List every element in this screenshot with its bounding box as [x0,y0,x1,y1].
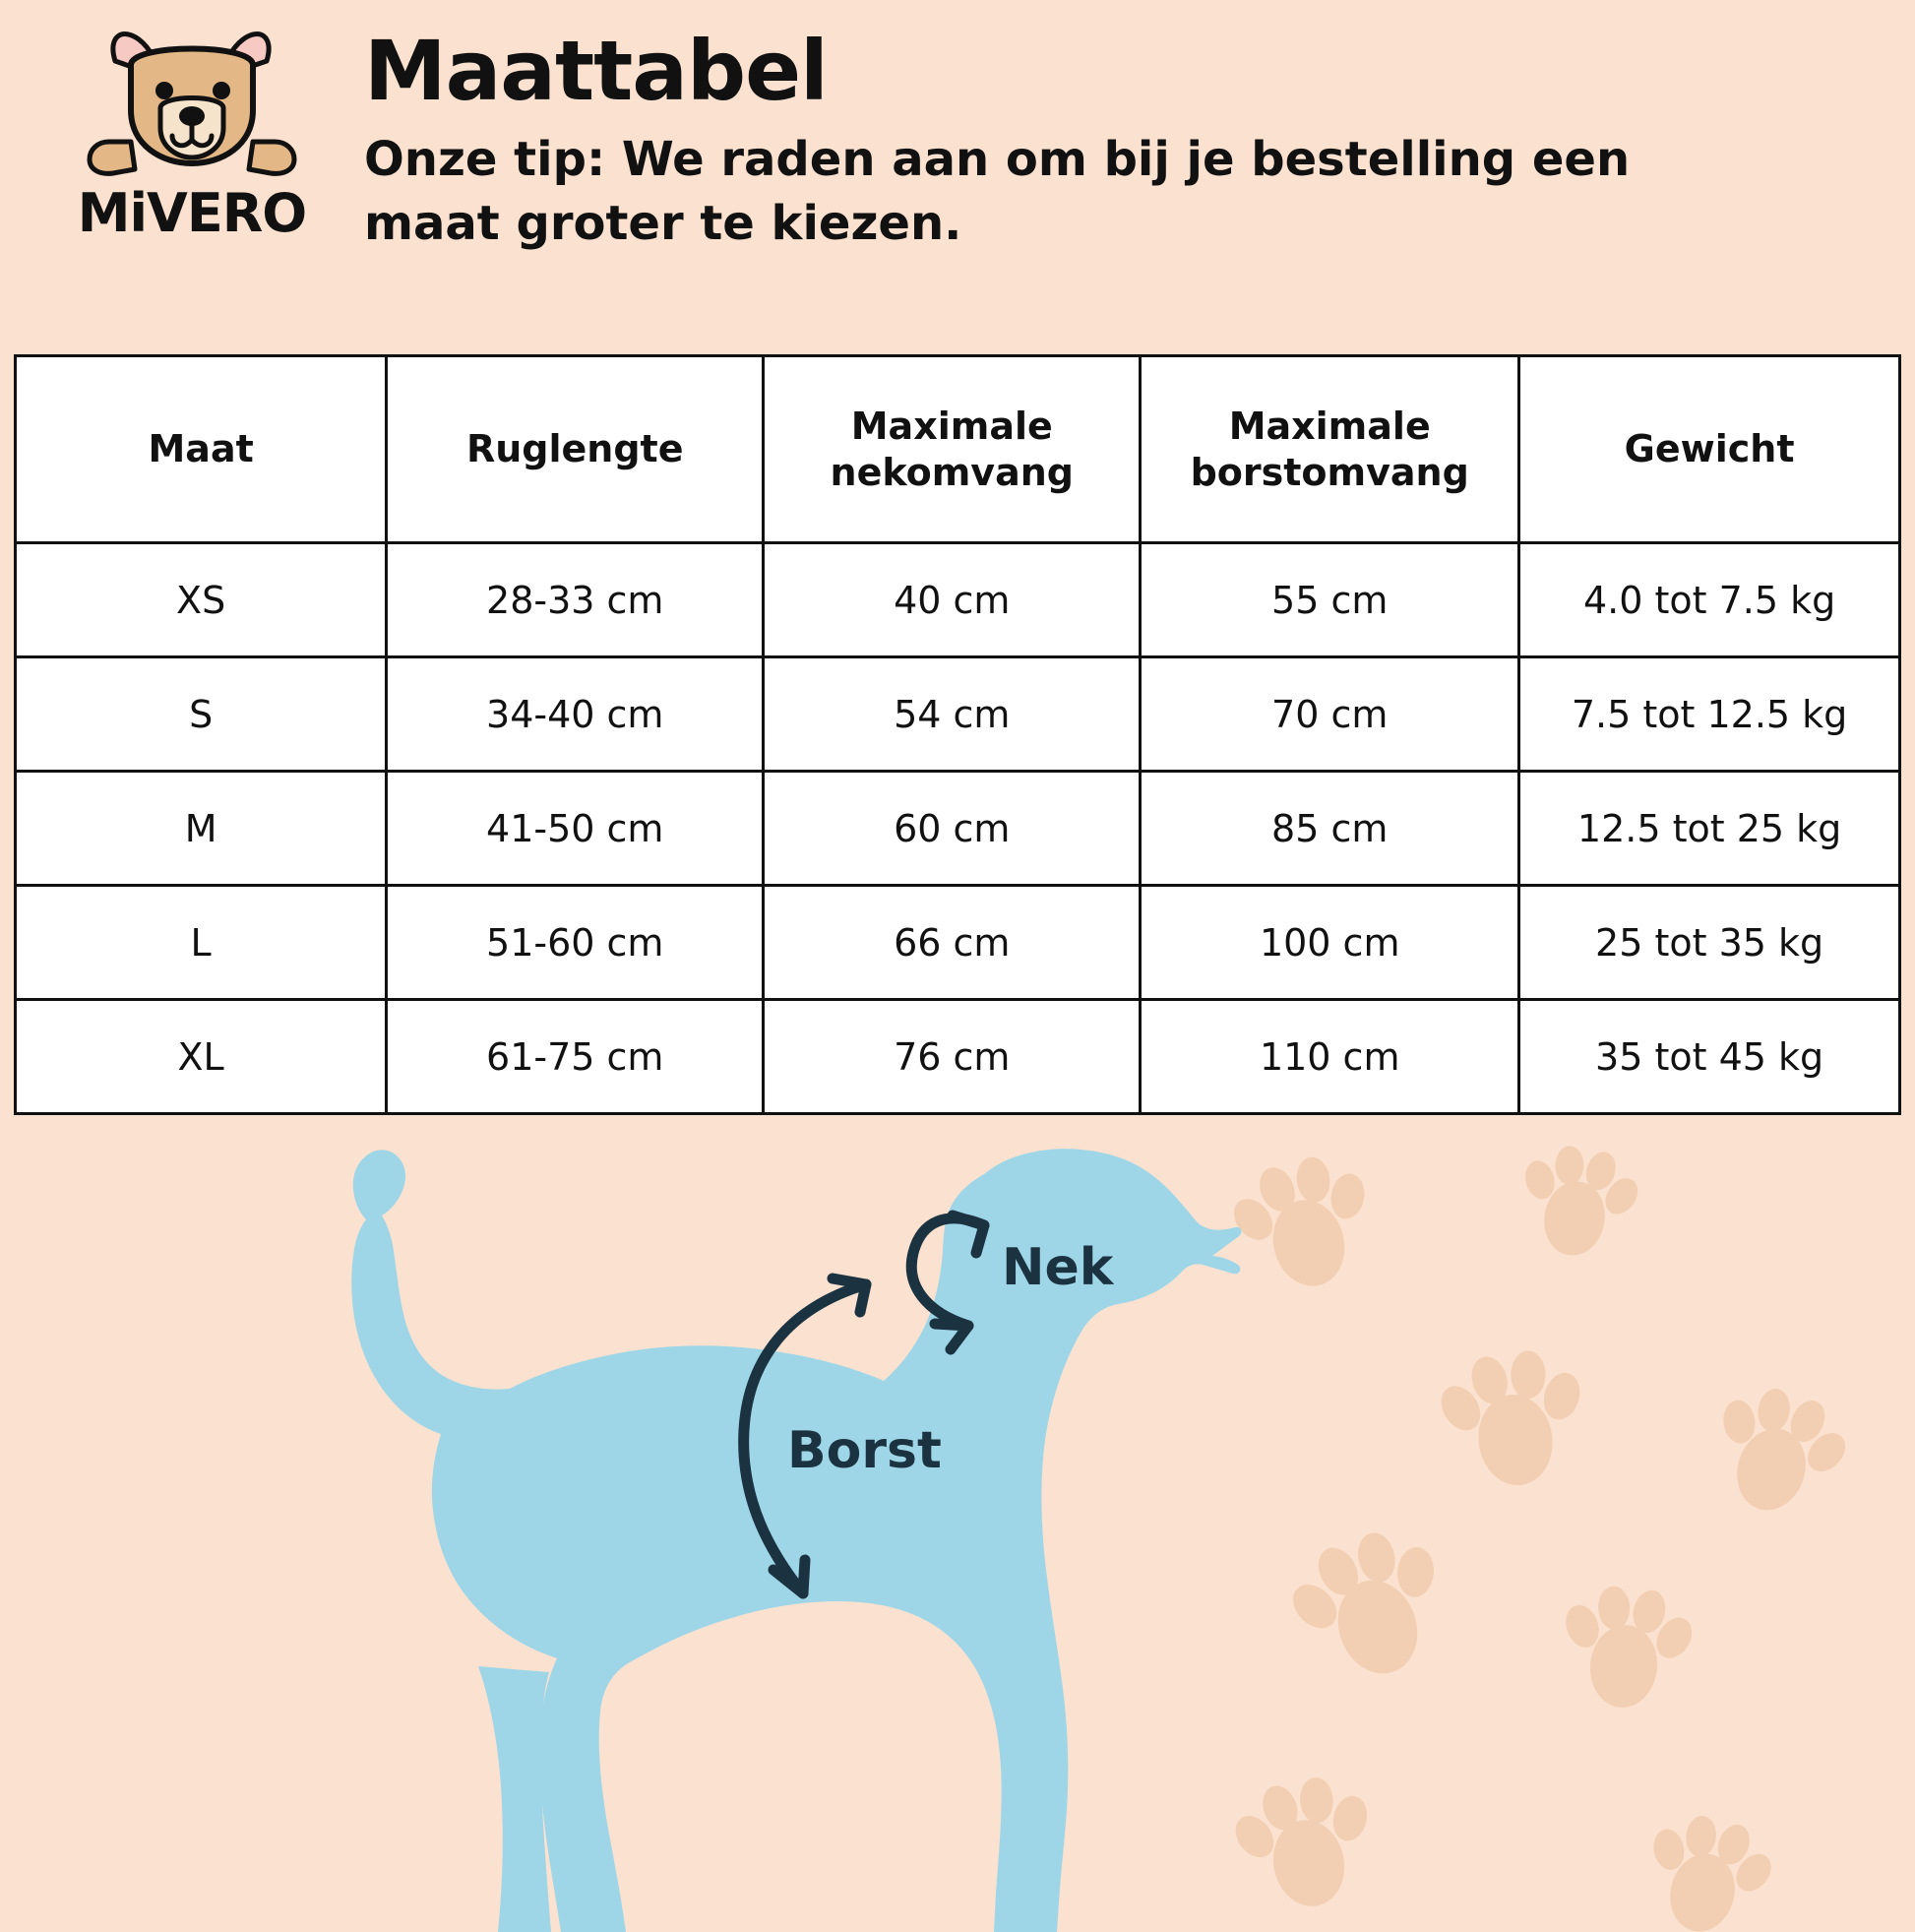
cell-neck: 60 cm [764,772,1141,886]
cell-neck: 76 cm [764,1000,1141,1114]
column-header-gewicht: Gewicht [1519,356,1900,543]
column-header-nekomvang: Maximale nekomvang [764,356,1141,543]
cell-weight: 7.5 tot 12.5 kg [1519,657,1900,772]
size-table [14,354,1901,1115]
cell-neck: 54 cm [764,657,1141,772]
cell-chest: 55 cm [1141,543,1519,657]
header-text [354,18,1885,256]
table-row [16,543,1900,657]
cell-weight: 25 tot 35 kg [1519,886,1900,1000]
chest-label: Borst [787,1421,942,1480]
cell-backlength: 41-50 cm [387,772,764,886]
table-row [16,772,1900,886]
cell-neck: 66 cm [764,886,1141,1000]
table-header-row [16,356,1900,543]
cell-chest: 100 cm [1141,886,1519,1000]
dog-face-logo-icon [74,26,310,188]
cell-backlength: 28-33 cm [387,543,764,657]
cell-size: L [16,886,387,1000]
cell-backlength: 51-60 cm [387,886,764,1000]
table-row [16,657,1900,772]
page-subtitle: Onze tip: We raden aan om bij je bestelling een maat groter te kiezen. [364,132,1631,251]
cell-size: XL [16,1000,387,1114]
cell-size: S [16,657,387,772]
paw-print-decorations [1217,1136,1864,1932]
neck-label: Nek [1002,1238,1114,1297]
cell-backlength: 34-40 cm [387,657,764,772]
cell-weight: 12.5 tot 25 kg [1519,772,1900,886]
cell-size: XS [16,543,387,657]
illustration-svg [0,1115,1915,1932]
page-title: Maattabel [364,23,828,119]
cell-weight: 4.0 tot 7.5 kg [1519,543,1900,657]
measurement-illustration [0,1115,1915,1932]
column-header-ruglengte: Ruglengte [387,356,764,543]
cell-backlength: 61-75 cm [387,1000,764,1114]
cell-size: M [16,772,387,886]
cell-chest: 70 cm [1141,657,1519,772]
header [0,0,1915,354]
cell-chest: 110 cm [1141,1000,1519,1114]
column-header-borstomvang: Maximale borstomvang [1141,356,1519,543]
column-header-maat: Maat [16,356,387,543]
cell-weight: 35 tot 45 kg [1519,1000,1900,1114]
table-row [16,1000,1900,1114]
cell-chest: 85 cm [1141,772,1519,886]
size-table-container [0,354,1915,1115]
brand-logo [30,18,354,244]
cell-neck: 40 cm [764,543,1141,657]
table-row [16,886,1900,1000]
brand-name: MiVERO [77,182,307,244]
